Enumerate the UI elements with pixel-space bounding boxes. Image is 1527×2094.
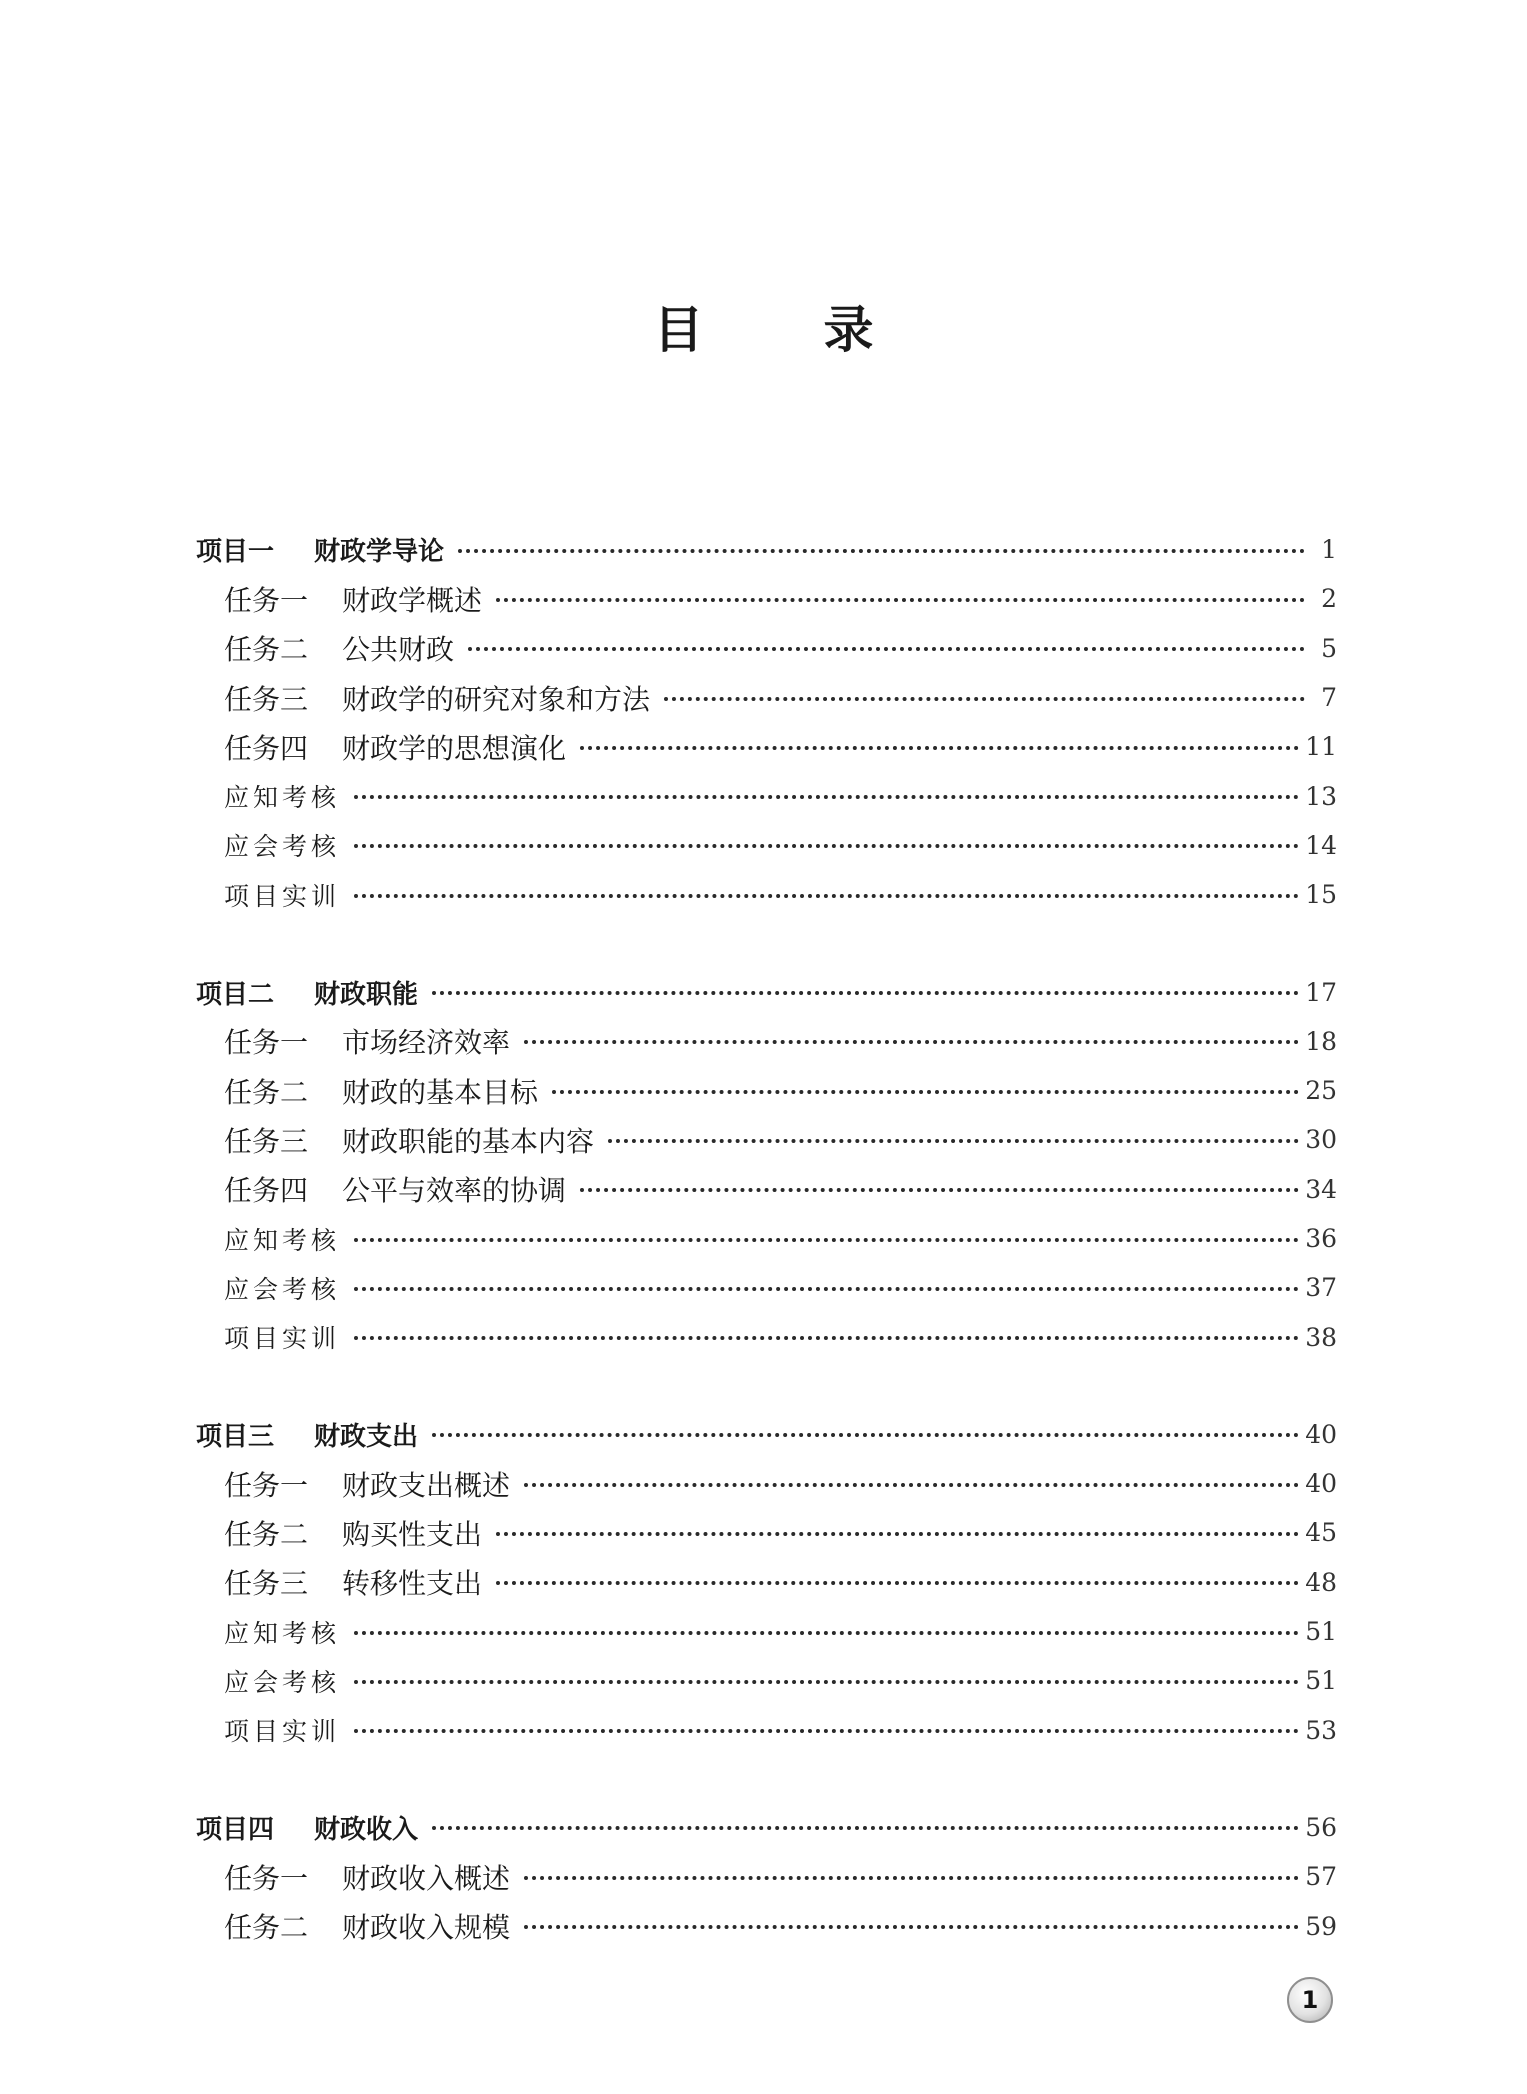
toc-assessment-entry[interactable]: [196, 1656, 1337, 1705]
task-title: 财政学概述: [342, 583, 483, 617]
leader-dots: [496, 1581, 1299, 1585]
page-ref: 53: [1305, 1715, 1337, 1745]
page-ref: 11: [1305, 732, 1337, 762]
toc-entry-label: [196, 827, 340, 863]
toc-task-entry[interactable]: [196, 673, 1337, 722]
toc-task-entry[interactable]: [196, 1066, 1337, 1115]
toc-entry-label: [196, 1169, 566, 1209]
leader-dots: [552, 1090, 1299, 1094]
task-number: 任务二: [224, 1517, 309, 1551]
task-title: 财政支出概述: [342, 1468, 511, 1502]
leader-dots: [496, 1532, 1299, 1536]
page-ref: 36: [1305, 1224, 1337, 1253]
task-number: 任务一: [224, 583, 309, 617]
page-ref: 5: [1321, 633, 1337, 663]
toc-entry-label: [196, 1809, 418, 1846]
leader-dots: [524, 1040, 1299, 1044]
task-number: 任务二: [224, 1075, 309, 1109]
leader-dots: [354, 894, 1299, 898]
task-number: 任务四: [224, 1174, 309, 1208]
toc-entry-label: [196, 1021, 510, 1061]
project-number: 项目一: [196, 537, 275, 568]
task-title: 公共财政: [342, 633, 455, 667]
page-ref: 59: [1305, 1911, 1337, 1941]
assessment-title: 项目实训: [224, 881, 341, 911]
toc-assessment-entry[interactable]: [196, 1214, 1337, 1263]
project-title: 财政职能: [314, 979, 419, 1010]
page-ref: 57: [1305, 1862, 1337, 1892]
toc-project-section: [196, 967, 1337, 1361]
toc-task-entry[interactable]: [196, 1459, 1337, 1508]
toc-entry-label: [196, 727, 566, 767]
toc-entry-label: [196, 974, 418, 1011]
page-ref: 2: [1321, 584, 1337, 614]
page-ref: 18: [1305, 1026, 1337, 1056]
page-ref: 40: [1305, 1469, 1337, 1499]
leader-dots: [524, 1876, 1299, 1880]
toc-project-section: [196, 525, 1337, 919]
leader-dots: [468, 647, 1305, 651]
page-ref: 15: [1305, 880, 1337, 910]
page-ref: 37: [1305, 1273, 1337, 1303]
assessment-title: 项目实训: [224, 1324, 341, 1354]
toc-entry-label: [196, 579, 482, 619]
leader-dots: [432, 1433, 1299, 1437]
toc-project-section: [196, 1803, 1337, 1951]
project-title: 财政学导论: [314, 537, 445, 568]
task-title: 财政学的研究对象和方法: [342, 682, 651, 716]
toc-entry-label: [196, 1071, 538, 1111]
leader-dots: [580, 746, 1299, 750]
toc-entry-label: [196, 1120, 594, 1160]
toc-project-entry[interactable]: [196, 1803, 1337, 1852]
page-ref: 40: [1305, 1419, 1337, 1449]
page-ref: 45: [1305, 1518, 1337, 1548]
toc-project-entry[interactable]: [196, 1410, 1337, 1459]
task-title: 财政的基本目标: [342, 1075, 539, 1109]
toc-assessment-entry[interactable]: [196, 1312, 1337, 1361]
toc-entry-label: [196, 877, 340, 913]
project-title: 财政收入: [314, 1814, 419, 1845]
page-ref: 13: [1305, 781, 1337, 811]
toc-assessment-entry[interactable]: [196, 1706, 1337, 1755]
task-number: 任务四: [224, 731, 309, 765]
leader-dots: [664, 697, 1305, 701]
leader-dots: [432, 1826, 1299, 1830]
page-ref: 48: [1305, 1567, 1337, 1597]
task-number: 任务二: [224, 633, 309, 667]
assessment-title: 应知考核: [224, 783, 341, 813]
toc-entry-label: [196, 1513, 482, 1553]
assessment-title: 项目实训: [224, 1717, 341, 1747]
toc-entry-label: [196, 1562, 482, 1602]
toc-entry-label: [196, 1712, 340, 1748]
toc-entry-label: [196, 1663, 340, 1699]
table-of-contents: [196, 525, 1337, 1999]
toc-assessment-entry[interactable]: [196, 1607, 1337, 1656]
page-ref: 7: [1321, 683, 1337, 713]
leader-dots: [608, 1139, 1299, 1143]
toc-task-entry[interactable]: [196, 624, 1337, 673]
toc-assessment-entry[interactable]: [196, 821, 1337, 870]
toc-task-entry[interactable]: [196, 1017, 1337, 1066]
toc-assessment-entry[interactable]: [196, 1263, 1337, 1312]
toc-project-entry[interactable]: [196, 967, 1337, 1016]
leader-dots: [524, 1483, 1299, 1487]
leader-dots: [458, 549, 1305, 553]
task-number: 任务二: [224, 1911, 309, 1945]
assessment-title: 应知考核: [224, 1225, 341, 1255]
toc-entry-label: [196, 531, 444, 568]
toc-entry-label: [196, 1221, 340, 1257]
task-number: 任务三: [224, 1124, 309, 1158]
task-title: 财政收入概述: [342, 1861, 511, 1895]
page-title-char-1: 目: [653, 301, 704, 359]
task-number: 任务三: [224, 682, 309, 716]
task-number: 任务一: [224, 1468, 309, 1502]
toc-entry-label: [196, 778, 340, 814]
task-title: 转移性支出: [342, 1567, 483, 1601]
leader-dots: [496, 598, 1305, 602]
task-number: 任务三: [224, 1567, 309, 1601]
toc-entry-label: [196, 1270, 340, 1306]
assessment-title: 应会考核: [224, 1667, 341, 1697]
toc-task-entry[interactable]: [196, 574, 1337, 623]
assessment-title: 应会考核: [224, 832, 341, 862]
page-ref: 51: [1305, 1666, 1337, 1696]
project-number: 项目二: [196, 979, 275, 1010]
leader-dots: [354, 1238, 1299, 1242]
page-ref: 25: [1305, 1076, 1337, 1106]
toc-entry-label: [196, 678, 650, 718]
toc-entry-label: [196, 1906, 510, 1946]
assessment-title: 应会考核: [224, 1274, 341, 1304]
leader-dots: [354, 1287, 1299, 1291]
task-title: 财政职能的基本内容: [342, 1124, 595, 1158]
page-ref: 34: [1305, 1174, 1337, 1204]
leader-dots: [354, 1336, 1299, 1340]
page-ref: 14: [1305, 830, 1337, 860]
task-title: 市场经济效率: [342, 1026, 511, 1060]
toc-entry-label: [196, 1614, 340, 1650]
toc-assessment-entry[interactable]: [196, 870, 1337, 919]
page-ref: 1: [1321, 535, 1337, 565]
page-number-badge: 1: [1287, 1977, 1333, 2023]
toc-task-entry[interactable]: [196, 1901, 1337, 1950]
toc-assessment-entry[interactable]: [196, 771, 1337, 820]
leader-dots: [432, 991, 1299, 995]
toc-task-entry[interactable]: [196, 1558, 1337, 1607]
toc-project-section: [196, 1410, 1337, 1755]
page-ref: 38: [1305, 1322, 1337, 1352]
task-title: 购买性支出: [342, 1517, 483, 1551]
page-ref: 30: [1305, 1125, 1337, 1155]
toc-entry-label: [196, 628, 454, 668]
toc-entry-label: [196, 1416, 418, 1453]
leader-dots: [354, 1729, 1299, 1733]
page-title: [0, 290, 1527, 362]
leader-dots: [354, 1680, 1299, 1684]
project-number: 项目四: [196, 1814, 275, 1845]
toc-task-entry[interactable]: [196, 1508, 1337, 1557]
assessment-title: 应知考核: [224, 1618, 341, 1648]
task-number: 任务一: [224, 1026, 309, 1060]
page-title-char-2: 录: [823, 301, 874, 359]
task-title: 公平与效率的协调: [342, 1174, 567, 1208]
toc-task-entry[interactable]: [196, 1165, 1337, 1214]
leader-dots: [354, 1631, 1299, 1635]
task-number: 任务一: [224, 1861, 309, 1895]
project-number: 项目三: [196, 1421, 275, 1452]
task-title: 财政收入规模: [342, 1911, 511, 1945]
page-ref: 56: [1305, 1812, 1337, 1842]
leader-dots: [354, 844, 1299, 848]
leader-dots: [524, 1925, 1299, 1929]
toc-task-entry[interactable]: [196, 1115, 1337, 1164]
toc-project-entry[interactable]: [196, 525, 1337, 574]
page-ref: 51: [1305, 1617, 1337, 1647]
toc-entry-label: [196, 1319, 340, 1355]
leader-dots: [354, 795, 1299, 799]
toc-task-entry[interactable]: [196, 1852, 1337, 1901]
project-title: 财政支出: [314, 1421, 419, 1452]
leader-dots: [580, 1188, 1299, 1192]
toc-entry-label: [196, 1857, 510, 1897]
task-title: 财政学的思想演化: [342, 731, 567, 765]
toc-task-entry[interactable]: [196, 722, 1337, 771]
toc-entry-label: [196, 1464, 510, 1504]
page-ref: 17: [1305, 977, 1337, 1007]
